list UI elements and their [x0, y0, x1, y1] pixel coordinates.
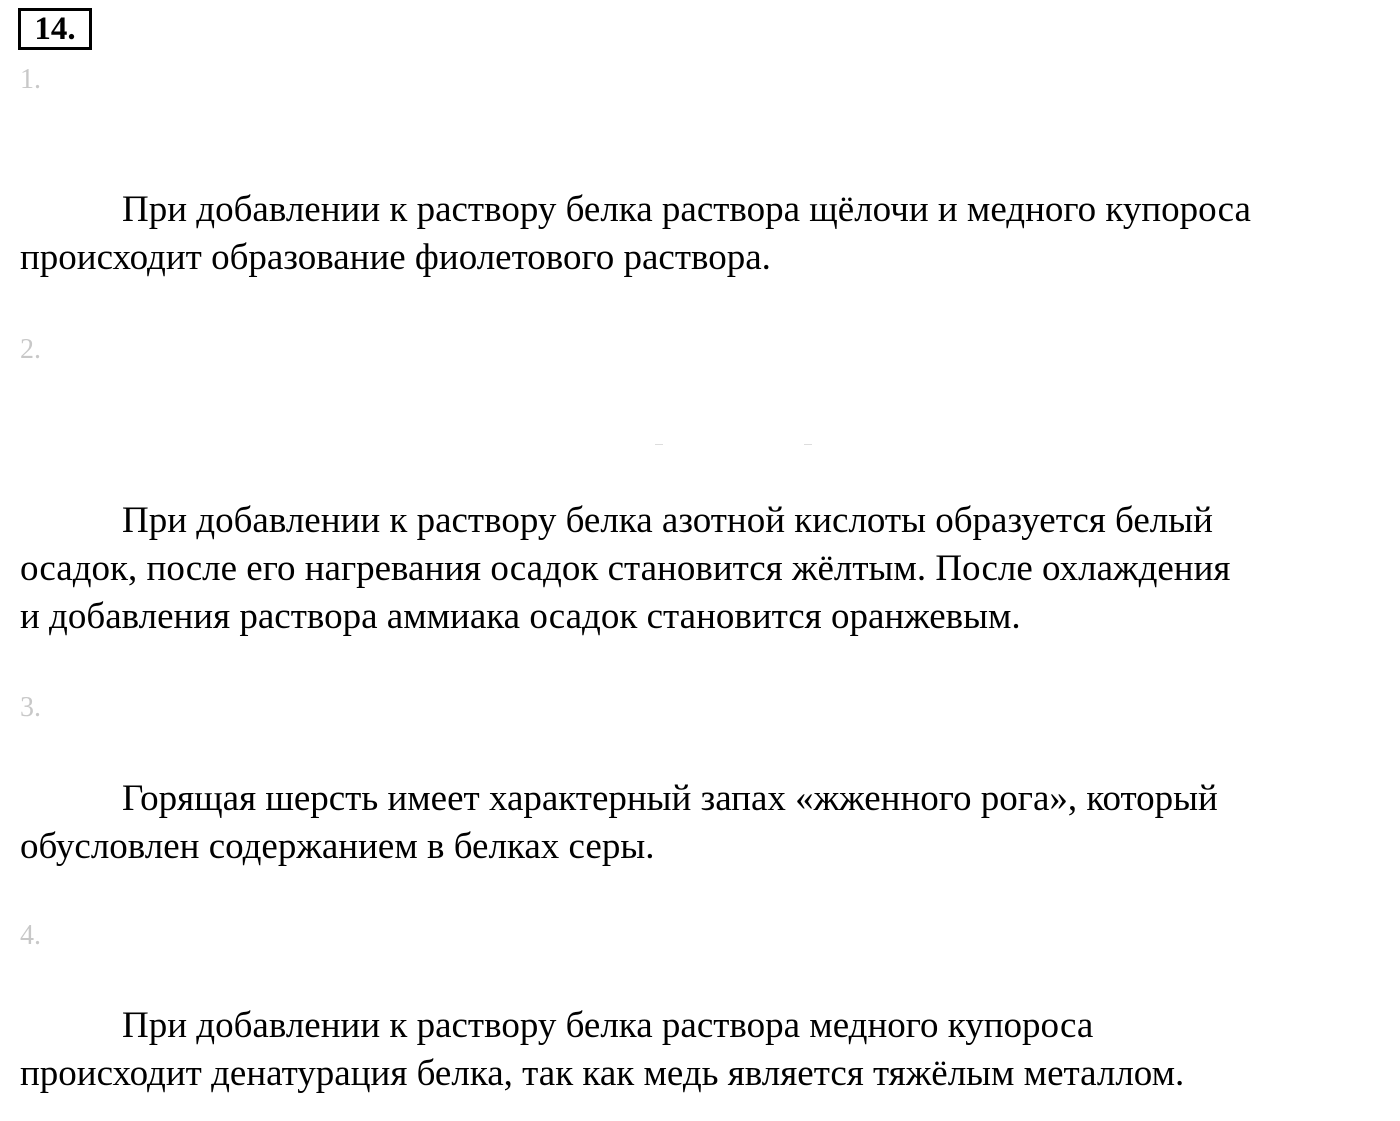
item-1-line-1: При добавлении к раствору белка раствора щёлочи и медного купороса: [122, 189, 1251, 230]
item-text-4: [20, 1002, 1392, 1098]
problem-number: 14.: [34, 10, 76, 47]
problem-number-badge: [18, 8, 92, 50]
item-3-line-2: обусловлен содержанием в белках серы.: [20, 826, 655, 867]
item-4-line-2: происходит денатурация белка, так как медь является тяжёлым металлом.: [20, 1053, 1185, 1094]
item-text-1: [20, 186, 1392, 282]
item-2-line-3: и добавления раствора аммиака осадок становится оранжевым.: [20, 596, 1021, 637]
item-number-4: 4.: [20, 920, 41, 951]
item-2-line-2: осадок, после его нагревания осадок становится жёлтым. После охлаждения: [20, 548, 1231, 589]
item-4-line-1: При добавлении к раствору белка раствора медного купороса: [122, 1005, 1094, 1046]
item-2-line-1: При добавлении к раствору белка азотной кислоты образуется белый: [122, 500, 1213, 541]
item-3-line-1: Горящая шерсть имеет характерный запах «жженного рога», который: [122, 778, 1218, 819]
item-1-line-2: происходит образование фиолетового раствора.: [20, 237, 771, 278]
item-text-3: [20, 775, 1392, 871]
item-number-1: 1.: [20, 64, 41, 95]
item-text-2: [20, 497, 1392, 641]
item-number-3: 3.: [20, 692, 41, 723]
item-number-2: 2.: [20, 334, 41, 365]
faint-mark: [655, 444, 663, 445]
faint-mark: [804, 444, 812, 445]
